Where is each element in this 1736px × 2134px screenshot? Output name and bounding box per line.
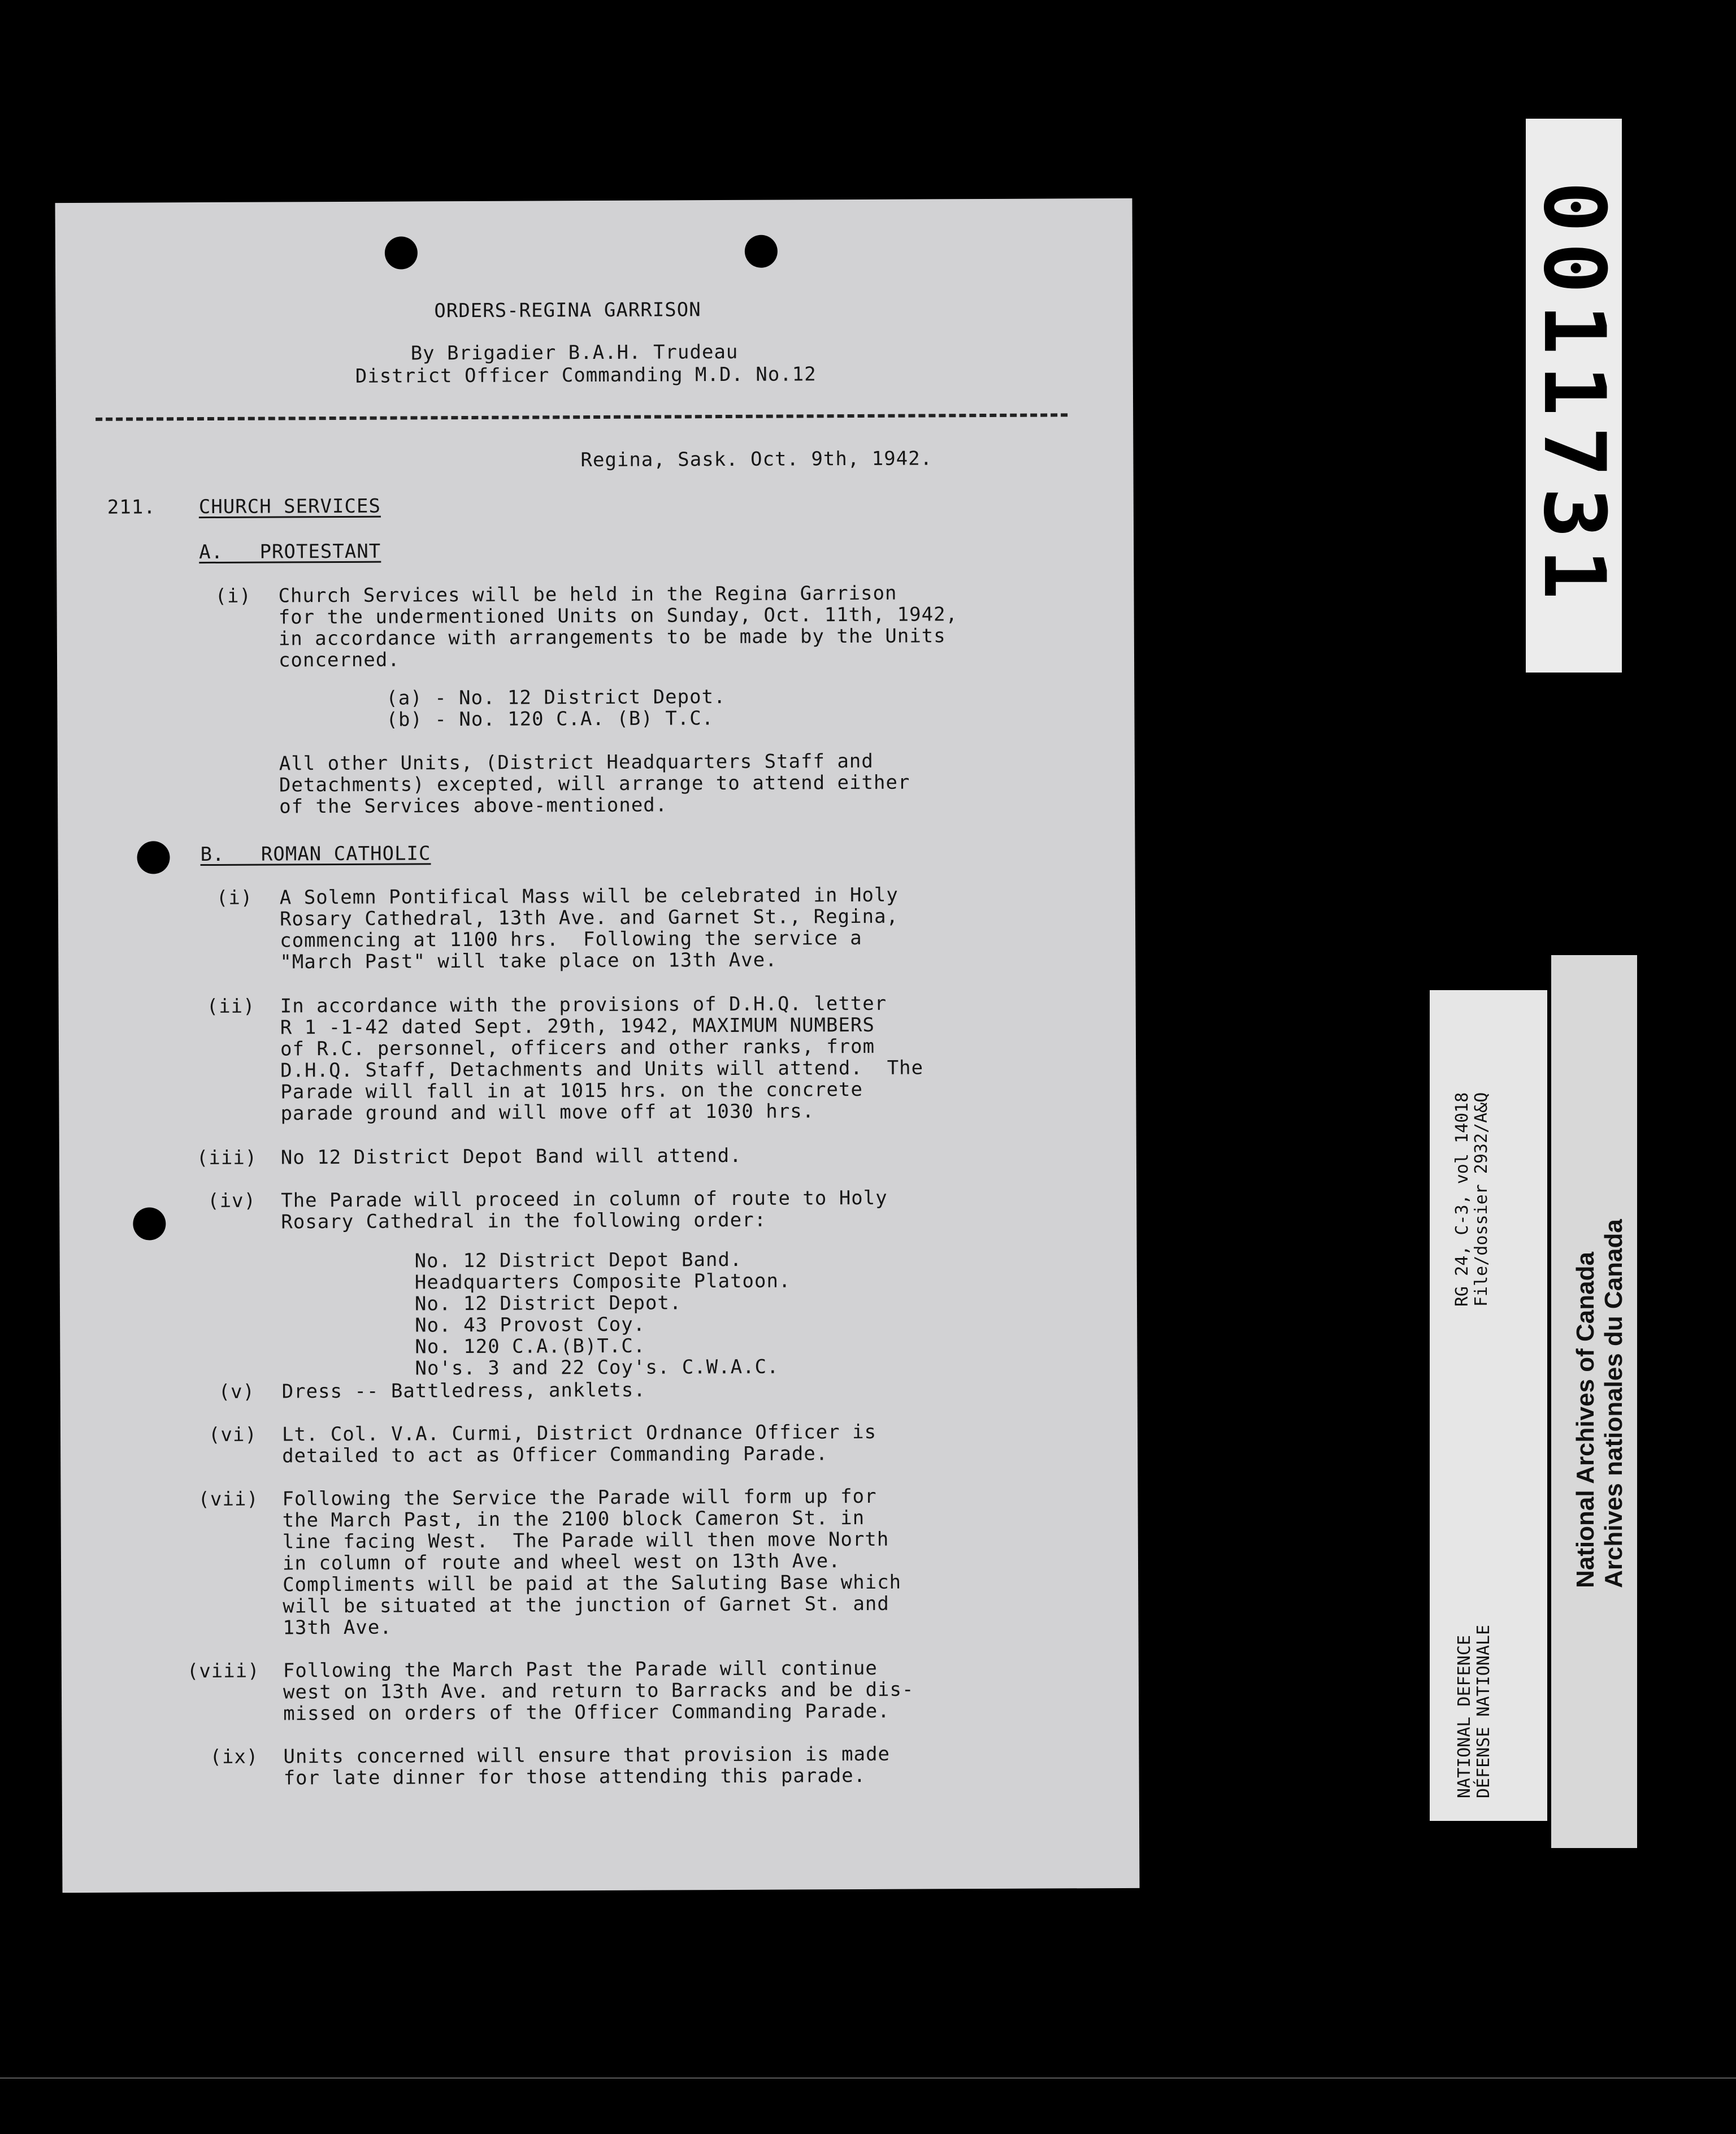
para-b-i-line: "March Past" will take place on 13th Ave.	[280, 948, 778, 974]
para-b-ix-line: for late dinner for those attending this parade.	[283, 1764, 866, 1790]
para-a-other-line: All other Units, (District Headquarters Staff and	[279, 749, 874, 775]
unit-a: (a) - No. 12 District Depot.	[386, 686, 726, 710]
para-a-i-line: concerned.	[278, 648, 400, 672]
para-a-other-line: Detachments) excepted, will arrange to attend either	[279, 771, 910, 797]
parade-order-item: Headquarters Composite Platoon.	[414, 1269, 791, 1294]
reference-label	[1430, 990, 1547, 1821]
para-b-viii-label: (viii)	[186, 1659, 260, 1683]
parade-order-item: No. 43 Provost Coy.	[415, 1313, 646, 1337]
para-b-vii-line: Following the Service the Parade will form up for	[282, 1485, 877, 1511]
item-heading: CHURCH SERVICES	[198, 495, 381, 519]
film-edge-line	[0, 2077, 1736, 2079]
document-page	[55, 198, 1139, 1893]
department-fr: DÉFENSE NATIONALE	[1474, 1624, 1494, 1798]
by-line: By Brigadier B.A.H. Trudeau	[410, 340, 739, 365]
date-line: Regina, Sask. Oct. 9th, 1942.	[580, 447, 933, 472]
reference-line-2: File/dossier 2932/A&Q	[1472, 1092, 1491, 1307]
frame-number-stamp	[1526, 119, 1622, 673]
para-b-vi-line: detailed to act as Officer Commanding Parade.	[282, 1442, 828, 1468]
para-b-ii-line: Parade will fall in at 1015 hrs. on the concrete	[280, 1078, 863, 1104]
para-b-vii-line: will be situated at the junction of Garnet St. and	[283, 1592, 889, 1618]
para-a-i-line: in accordance with arrangements to be made by the Units	[278, 624, 946, 650]
para-b-vi-label: (vi)	[208, 1423, 257, 1447]
para-b-vi-line: Lt. Col. V.A. Curmi, District Ordnance Officer is	[281, 1420, 877, 1446]
department-en: NATIONAL DEFENCE	[1455, 1635, 1474, 1798]
archives-label	[1551, 955, 1637, 1848]
para-b-iv-label: (iv)	[207, 1189, 257, 1213]
para-b-ii-line: R 1 -1-42 dated Sept. 29th, 1942, MAXIMUM NUMBERS	[280, 1013, 875, 1039]
para-b-iii-label: (iii)	[196, 1146, 258, 1170]
para-b-v-line: Dress -- Battledress, anklets.	[281, 1378, 646, 1403]
section-a-heading: A. PROTESTANT	[199, 540, 381, 564]
para-b-i-line: commencing at 1100 hrs. Following the service a	[280, 926, 862, 952]
punch-hole-top-left	[385, 236, 418, 269]
para-a-i-label: (i)	[215, 584, 252, 608]
para-b-ii-label: (ii)	[206, 995, 255, 1018]
document-title: ORDERS-REGINA GARRISON	[434, 298, 701, 323]
parade-order-item: No. 120 C.A.(B)T.C.	[415, 1334, 646, 1359]
punch-hole-top-right	[745, 235, 778, 268]
para-b-i-label: (i)	[216, 886, 253, 909]
punch-hole-middle	[137, 841, 170, 874]
para-b-iv-line: Rosary Cathedral in the following order:	[281, 1208, 767, 1234]
reference-line-1: RG 24, C-3, vol 14018	[1452, 1092, 1472, 1307]
para-b-viii-line: west on 13th Ave. and return to Barracks and be dis-	[283, 1678, 914, 1704]
punch-hole-lower	[133, 1207, 166, 1240]
para-b-vii-line: line facing West. The Parade will then move North	[282, 1528, 889, 1554]
para-b-vii-line: in column of route and wheel west on 13th Ave.	[282, 1550, 841, 1575]
frame-number: 0011731	[1525, 181, 1623, 610]
para-b-vii-line: the March Past, in the 2100 block Cameron St. in	[282, 1506, 865, 1532]
para-b-ii-line: parade ground and will move off at 1030 hrs.	[280, 1100, 815, 1125]
para-b-viii-line: Following the March Past the Parade will continue	[283, 1656, 878, 1682]
para-b-iii-line: No 12 District Depot Band will attend.	[280, 1144, 742, 1169]
para-b-ix-line: Units concerned will ensure that provision is made	[283, 1742, 891, 1768]
para-a-other-line: of the Services above-mentioned.	[279, 793, 668, 818]
para-b-vii-line: 13th Ave.	[283, 1616, 392, 1639]
parade-order-item: No. 12 District Depot Band.	[414, 1248, 743, 1273]
para-b-ii-line: of R.C. personnel, officers and other ranks, from	[280, 1035, 875, 1061]
institution-en: National Archives of Canada	[1572, 1252, 1599, 1588]
parade-order-item: No's. 3 and 22 Coy's. C.W.A.C.	[415, 1355, 779, 1380]
para-a-i-line: for the undermentioned Units on Sunday, Oct. 11th, 1942,	[278, 603, 958, 629]
para-b-viii-line: missed on orders of the Officer Commanding Parade.	[283, 1699, 890, 1725]
parade-order-item: No. 12 District Depot.	[414, 1291, 682, 1316]
para-b-ix-label: (ix)	[210, 1745, 259, 1769]
para-a-i-line: Church Services will be held in the Regina Garrison	[278, 582, 897, 608]
para-b-i-line: Rosary Cathedral, 13th Ave. and Garnet St., Regina,	[279, 905, 899, 931]
para-b-iv-line: The Parade will proceed in column of route to Holy	[281, 1186, 888, 1212]
separator-line	[96, 413, 1067, 421]
para-b-i-line: A Solemn Pontifical Mass will be celebrated in Holy	[279, 883, 899, 909]
item-number: 211.	[107, 496, 156, 519]
section-b-heading: B. ROMAN CATHOLIC	[200, 842, 431, 866]
para-b-vii-line: Compliments will be paid at the Saluting Base which	[283, 1571, 902, 1597]
para-b-v-label: (v)	[218, 1380, 255, 1403]
para-b-vii-label: (vii)	[198, 1487, 259, 1511]
institution-fr: Archives nationales du Canada	[1600, 1219, 1628, 1588]
unit-b: (b) - No. 120 C.A. (B) T.C.	[386, 707, 714, 731]
para-b-ii-line: In accordance with the provisions of D.H.Q. letter	[280, 992, 887, 1018]
para-b-ii-line: D.H.Q. Staff, Detachments and Units will attend. The	[280, 1056, 924, 1082]
position-line: District Officer Commanding M.D. No.12	[355, 363, 817, 388]
